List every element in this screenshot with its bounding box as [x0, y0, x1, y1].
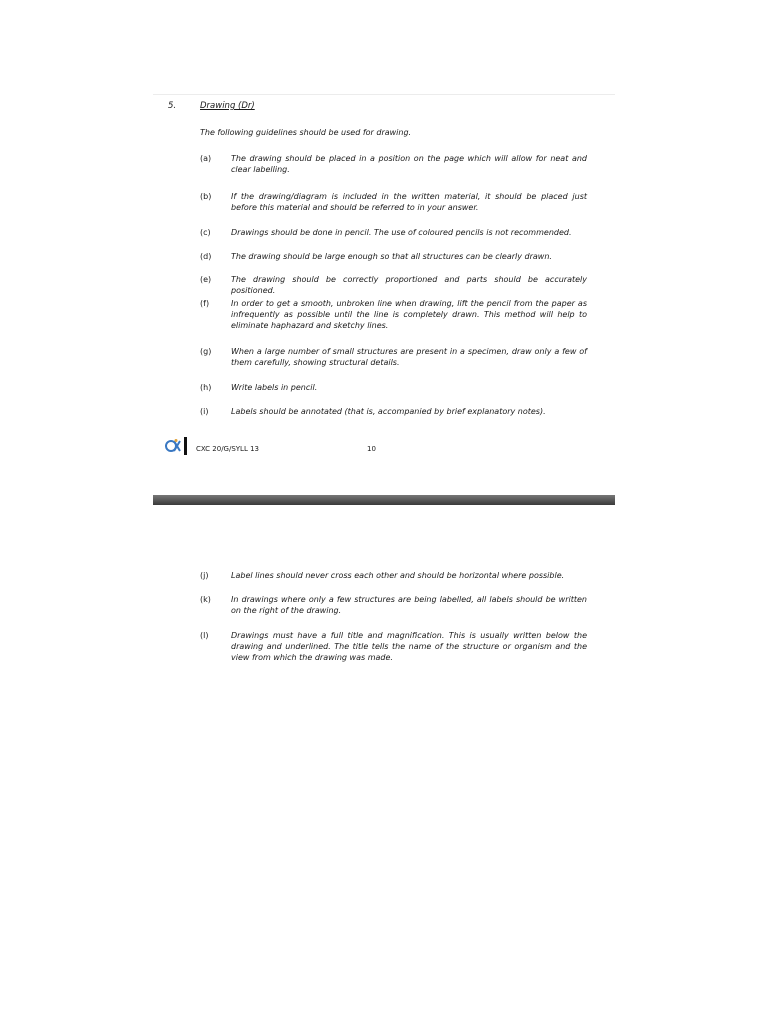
- guideline-text: In drawings where only a few structures are being labelled, all labels should be written on the right of the drawing.: [231, 595, 587, 615]
- guideline-label: (c): [200, 228, 211, 237]
- section-title: Drawing (Dr): [200, 101, 255, 111]
- guideline-text: The drawing should be placed in a position on the page which will allow for neat and clear labelling.: [231, 154, 587, 174]
- guideline-label: (l): [200, 631, 209, 640]
- guideline-text: Drawings should be done in pencil. The use of coloured pencils is not recommended.: [231, 228, 572, 237]
- guideline-text: Write labels in pencil.: [231, 383, 318, 392]
- guideline-label: (h): [200, 383, 212, 392]
- guideline-label: (f): [200, 299, 210, 308]
- guideline-text: Labels should be annotated (that is, accompanied by brief explanatory notes).: [231, 407, 546, 416]
- guideline-text: The drawing should be large enough so that all structures can be clearly drawn.: [231, 252, 552, 261]
- guideline-text: When a large number of small structures are present in a specimen, draw only a few of them carefully, showing structural details.: [231, 347, 587, 367]
- guideline-text: Label lines should never cross each other and should be horizontal where possible.: [231, 571, 565, 580]
- guideline-text: If the drawing/diagram is included in the written material, it should be placed just before this material and should be referred to in your answer.: [231, 192, 587, 212]
- cxc-logo-icon: [165, 438, 181, 454]
- guideline-text: Drawings must have a full title and magnification. This is usually written below the drawing and underlined. The title tells the name of the structure or organism and the view from which the drawing was made.: [231, 631, 587, 662]
- section-intro: The following guidelines should be used for drawing.: [200, 128, 412, 137]
- guideline-label: (e): [200, 275, 212, 284]
- section-number: 5.: [168, 101, 177, 111]
- guideline-label: (d): [200, 252, 212, 261]
- guideline-label: (k): [200, 595, 211, 604]
- guideline-text: In order to get a smooth, unbroken line when drawing, lift the pencil from the paper as infrequently as possible until the line is completely drawn. This method will help to eliminate haphazard and sketchy lines.: [231, 299, 587, 330]
- footer-document-code: CXC 20/G/SYLL 13: [196, 445, 259, 453]
- page-break-divider: [153, 495, 615, 505]
- guideline-label: (b): [200, 192, 212, 201]
- guideline-text: The drawing should be correctly proportioned and parts should be accurately positioned.: [231, 275, 587, 295]
- guideline-label: (j): [200, 571, 209, 580]
- guideline-label: (i): [200, 407, 209, 416]
- guideline-label: (g): [200, 347, 212, 356]
- guideline-label: (a): [200, 154, 212, 163]
- footer-page-number: 10: [367, 445, 376, 453]
- footer-divider: [184, 437, 187, 455]
- page-top-rule: [153, 94, 615, 95]
